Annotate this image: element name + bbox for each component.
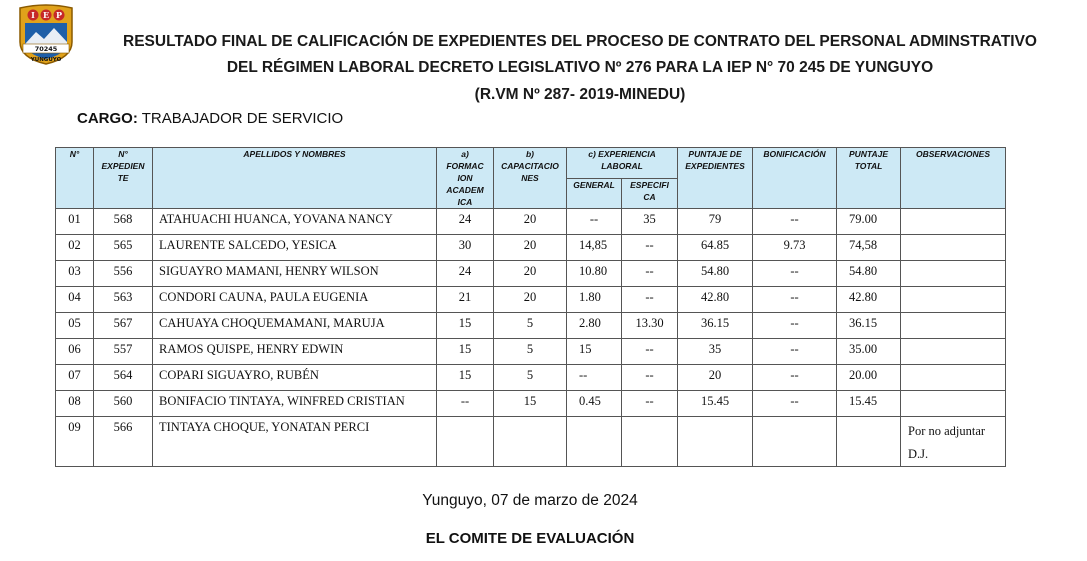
cell-especifica: 35 <box>622 209 678 235</box>
cell-general: 15 <box>567 339 622 365</box>
cell-bonificacion: -- <box>753 391 837 417</box>
cell-total: 54.80 <box>837 261 901 287</box>
cell-name: RAMOS QUISPE, HENRY EDWIN <box>153 339 437 365</box>
cell-bonificacion: -- <box>753 287 837 313</box>
cell-especifica: -- <box>622 391 678 417</box>
cell-formacion: 15 <box>437 339 494 365</box>
cell-capacitaciones: 20 <box>494 261 567 287</box>
table-row <box>56 417 1006 467</box>
cell-expediente: 565 <box>94 235 153 261</box>
cargo-line <box>77 110 343 127</box>
cell-puntaje-exp: 54.80 <box>678 261 753 287</box>
cell-name: CONDORI CAUNA, PAULA EUGENIA <box>153 287 437 313</box>
cell-number: 07 <box>56 365 94 391</box>
table-row <box>56 261 1006 287</box>
cell-expediente: 556 <box>94 261 153 287</box>
cell-puntaje-exp: 64.85 <box>678 235 753 261</box>
cell-puntaje-exp: 15.45 <box>678 391 753 417</box>
cell-bonificacion: -- <box>753 365 837 391</box>
cell-formacion: 24 <box>437 261 494 287</box>
cell-especifica: -- <box>622 287 678 313</box>
cell-puntaje-exp: 20 <box>678 365 753 391</box>
header-number: N° <box>56 148 94 209</box>
table-row <box>56 365 1006 391</box>
table-row <box>56 313 1006 339</box>
table-header <box>56 148 1006 209</box>
cell-capacitaciones: 20 <box>494 235 567 261</box>
cell-expediente: 568 <box>94 209 153 235</box>
cell-especifica: -- <box>622 235 678 261</box>
cell-bonificacion <box>753 417 837 467</box>
committee-signature: EL COMITE DE EVALUACIÓN <box>425 530 635 547</box>
cell-general <box>567 417 622 467</box>
cell-name: ATAHUACHI HUANCA, YOVANA NANCY <box>153 209 437 235</box>
school-crest-logo <box>14 4 78 66</box>
cell-total: 35.00 <box>837 339 901 365</box>
document-title-line-1: RESULTADO FINAL DE CALIFICACIÓN DE EXPEDIENTES DEL PROCESO DE CONTRATO DEL PERSONAL ADMINSTRATIVO <box>123 33 1037 50</box>
cell-bonificacion: -- <box>753 209 837 235</box>
cell-expediente: 563 <box>94 287 153 313</box>
cell-general: 10.80 <box>567 261 622 287</box>
cell-especifica: -- <box>622 339 678 365</box>
cell-name: BONIFACIO TINTAYA, WINFRED CRISTIAN <box>153 391 437 417</box>
header-puntaje-total: PUNTAJE TOTAL <box>837 148 901 209</box>
cell-bonificacion: 9.73 <box>753 235 837 261</box>
cell-name: LAURENTE SALCEDO, YESICA <box>153 235 437 261</box>
header-puntaje-expedientes: PUNTAJE DE EXPEDIENTES <box>678 148 753 209</box>
cell-name: COPARI SIGUAYRO, RUBÉN <box>153 365 437 391</box>
cell-total: 42.80 <box>837 287 901 313</box>
cell-capacitaciones <box>494 417 567 467</box>
cell-capacitaciones: 5 <box>494 339 567 365</box>
table-row <box>56 209 1006 235</box>
cell-expediente: 564 <box>94 365 153 391</box>
cell-observaciones <box>901 209 1006 235</box>
cell-observaciones <box>901 339 1006 365</box>
cell-general: -- <box>567 365 622 391</box>
cell-observaciones <box>901 365 1006 391</box>
observation-line-1: Por no adjuntar <box>908 424 986 438</box>
cell-expediente: 567 <box>94 313 153 339</box>
cell-observaciones <box>901 391 1006 417</box>
header-experiencia-laboral: c) EXPERIENCIA LABORAL <box>567 148 678 179</box>
cell-observaciones <box>901 417 1006 467</box>
cell-general: 14,85 <box>567 235 622 261</box>
header-especifica: ESPECIFI CA <box>622 178 678 209</box>
crest-letter-2: E <box>42 10 50 20</box>
cell-expediente: 566 <box>94 417 153 467</box>
cell-capacitaciones: 20 <box>494 209 567 235</box>
cell-puntaje-exp <box>678 417 753 467</box>
cell-expediente: 557 <box>94 339 153 365</box>
header-name: APELLIDOS Y NOMBRES <box>153 148 437 209</box>
cell-name: SIGUAYRO MAMANI, HENRY WILSON <box>153 261 437 287</box>
cell-total: 20.00 <box>837 365 901 391</box>
cell-observaciones <box>901 287 1006 313</box>
cargo-value: TRABAJADOR DE SERVICIO <box>141 110 344 127</box>
cell-general: 1.80 <box>567 287 622 313</box>
header-expediente: N° EXPEDIEN TE <box>94 148 153 209</box>
cell-number: 02 <box>56 235 94 261</box>
cell-especifica: -- <box>622 365 678 391</box>
cell-total: 36.15 <box>837 313 901 339</box>
cell-total: 79.00 <box>837 209 901 235</box>
crest-letter-3: P <box>55 10 63 20</box>
results-table <box>55 147 1006 467</box>
cell-especifica <box>622 417 678 467</box>
cell-formacion: -- <box>437 391 494 417</box>
cell-formacion: 21 <box>437 287 494 313</box>
crest-number: 70245 <box>34 45 58 53</box>
cell-formacion: 24 <box>437 209 494 235</box>
header-observaciones: OBSERVACIONES <box>901 148 1006 209</box>
cell-expediente: 560 <box>94 391 153 417</box>
cell-puntaje-exp: 79 <box>678 209 753 235</box>
cell-general: 0.45 <box>567 391 622 417</box>
cell-formacion <box>437 417 494 467</box>
table-body <box>56 209 1006 467</box>
cell-capacitaciones: 15 <box>494 391 567 417</box>
table-row <box>56 235 1006 261</box>
cell-general: 2.80 <box>567 313 622 339</box>
cell-total: 15.45 <box>837 391 901 417</box>
observation-line-2: D.J. <box>908 447 929 461</box>
cell-name: TINTAYA CHOQUE, YONATAN PERCI <box>153 417 437 467</box>
cell-total <box>837 417 901 467</box>
document-title-line-3: (R.VM Nº 287- 2019-MINEDU) <box>474 86 686 103</box>
cell-number: 05 <box>56 313 94 339</box>
cell-puntaje-exp: 36.15 <box>678 313 753 339</box>
cell-general: -- <box>567 209 622 235</box>
document-title-line-2: DEL RÉGIMEN LABORAL DECRETO LEGISLATIVO Nº 276 PARA LA IEP N° 70 245 DE YUNGUYO <box>226 59 934 76</box>
cell-observaciones <box>901 261 1006 287</box>
cargo-label: CARGO: <box>77 110 138 127</box>
header-formacion-academica: a) FORMAC ION ACADEM ICA <box>437 148 494 209</box>
cell-number: 01 <box>56 209 94 235</box>
cell-number: 08 <box>56 391 94 417</box>
cell-capacitaciones: 5 <box>494 365 567 391</box>
table-row <box>56 287 1006 313</box>
table-row <box>56 339 1006 365</box>
cell-capacitaciones: 20 <box>494 287 567 313</box>
crest-name: YUNGUYO <box>30 57 62 63</box>
cell-puntaje-exp: 35 <box>678 339 753 365</box>
cell-number: 04 <box>56 287 94 313</box>
cell-bonificacion: -- <box>753 261 837 287</box>
header-capacitaciones: b) CAPACITACIO NES <box>494 148 567 209</box>
cell-puntaje-exp: 42.80 <box>678 287 753 313</box>
cell-formacion: 15 <box>437 365 494 391</box>
cell-number: 03 <box>56 261 94 287</box>
cell-number: 09 <box>56 417 94 467</box>
cell-observaciones <box>901 313 1006 339</box>
cell-especifica: 13.30 <box>622 313 678 339</box>
cell-total: 74,58 <box>837 235 901 261</box>
table-row <box>56 391 1006 417</box>
header-bonificacion: BONIFICACIÓN <box>753 148 837 209</box>
cell-number: 06 <box>56 339 94 365</box>
cell-name: CAHUAYA CHOQUEMAMANI, MARUJA <box>153 313 437 339</box>
cell-bonificacion: -- <box>753 313 837 339</box>
cell-bonificacion: -- <box>753 339 837 365</box>
header-general: GENERAL <box>567 178 622 209</box>
cell-formacion: 30 <box>437 235 494 261</box>
cell-capacitaciones: 5 <box>494 313 567 339</box>
crest-letter-1: I <box>31 10 35 20</box>
cell-especifica: -- <box>622 261 678 287</box>
place-and-date: Yunguyo, 07 de marzo de 2024 <box>422 492 638 509</box>
cell-formacion: 15 <box>437 313 494 339</box>
cell-observaciones <box>901 235 1006 261</box>
